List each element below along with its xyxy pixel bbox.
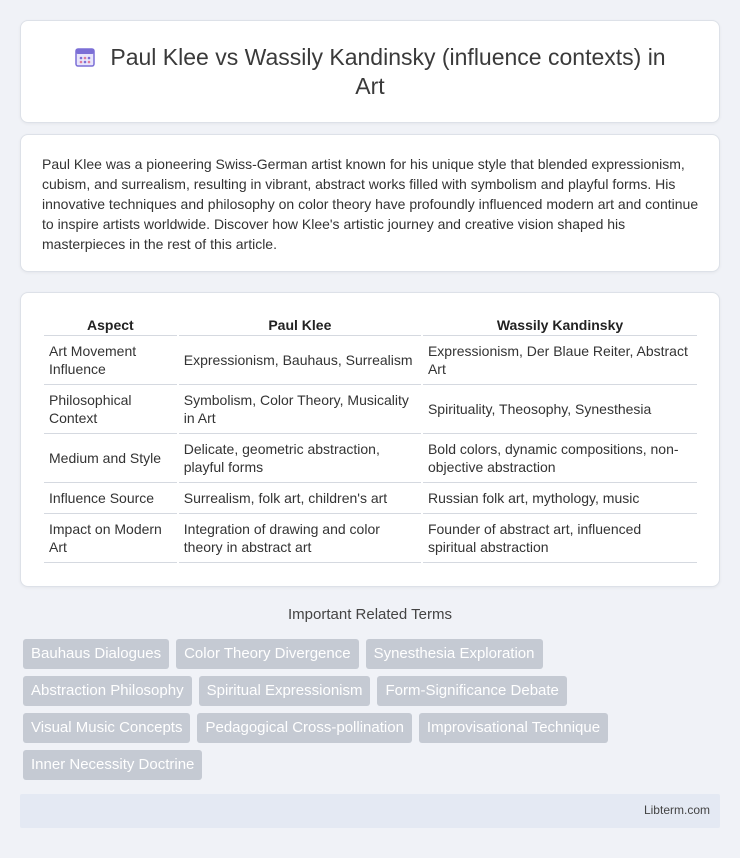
calendar-icon [74, 46, 96, 68]
title-card [20, 20, 720, 123]
table-cell: Art Movement Influence [44, 336, 177, 385]
table-cell: Symbolism, Color Theory, Musicality in Art [179, 385, 421, 434]
table-cell: Medium and Style [44, 434, 177, 483]
comparison-table-card [20, 292, 720, 587]
footer-site-link[interactable]: Libterm.com [643, 803, 710, 817]
table-cell: Expressionism, Der Blaue Reiter, Abstract Art [423, 336, 697, 385]
column-header-klee: Paul Klee [179, 314, 421, 336]
tag-visual-music-concepts[interactable]: Visual Music Concepts [23, 713, 190, 743]
tag-row [23, 676, 723, 706]
page-title-text: Paul Klee vs Wassily Kandinsky (influence contexts) in Art [110, 44, 666, 99]
tag-abstraction-philosophy[interactable]: Abstraction Philosophy [23, 676, 192, 706]
table-row [44, 434, 697, 483]
table-row [44, 385, 697, 434]
related-terms-list [23, 639, 723, 787]
tag-row [23, 750, 723, 780]
table-header-row [44, 314, 697, 336]
table-cell: Bold colors, dynamic compositions, non-objective abstraction [423, 434, 697, 483]
table-row [44, 483, 697, 514]
table-cell: Founder of abstract art, influenced spiritual abstraction [423, 514, 697, 563]
tag-pedagogical-cross-pollination[interactable]: Pedagogical Cross-pollination [197, 713, 411, 743]
tag-form-significance-debate[interactable]: Form-Significance Debate [377, 676, 566, 706]
table-cell: Delicate, geometric abstraction, playful forms [179, 434, 421, 483]
table-cell: Russian folk art, mythology, music [423, 483, 697, 514]
footer [20, 794, 720, 828]
page-title [21, 43, 719, 101]
table-cell: Expressionism, Bauhaus, Surrealism [179, 336, 421, 385]
related-terms-heading: Important Related Terms [288, 606, 452, 623]
intro-card [20, 134, 720, 272]
table-cell: Spirituality, Theosophy, Synesthesia [423, 385, 697, 434]
tag-improvisational-technique[interactable]: Improvisational Technique [419, 713, 608, 743]
table-cell: Impact on Modern Art [44, 514, 177, 563]
tag-row [23, 639, 723, 669]
tag-spiritual-expressionism[interactable]: Spiritual Expressionism [199, 676, 371, 706]
table-row [44, 514, 697, 563]
tag-row [23, 713, 723, 743]
column-header-aspect: Aspect [44, 314, 177, 336]
tag-inner-necessity-doctrine[interactable]: Inner Necessity Doctrine [23, 750, 202, 780]
table-cell: Integration of drawing and color theory in abstract art [179, 514, 421, 563]
column-header-kandinsky: Wassily Kandinsky [423, 314, 697, 336]
table-row [44, 336, 697, 385]
tag-bauhaus-dialogues[interactable]: Bauhaus Dialogues [23, 639, 169, 669]
tag-color-theory-divergence[interactable]: Color Theory Divergence [176, 639, 358, 669]
comparison-table [42, 314, 699, 563]
tag-synesthesia-exploration[interactable]: Synesthesia Exploration [366, 639, 543, 669]
intro-paragraph: Paul Klee was a pioneering Swiss-German artist known for his unique style that blended expressionism, cubism, and surrealism, resulting in vibrant, abstract works filled with symbolism and playful forms. His innovative techniques and philosophy on color theory have profoundly influenced modern art and continue to inspire artists worldwide. Discover how Klee's artistic journey and creative vision shaped his masterpieces in the rest of this article. [42, 156, 699, 252]
table-cell: Philosophical Context [44, 385, 177, 434]
table-cell: Influence Source [44, 483, 177, 514]
table-cell: Surrealism, folk art, children's art [179, 483, 421, 514]
